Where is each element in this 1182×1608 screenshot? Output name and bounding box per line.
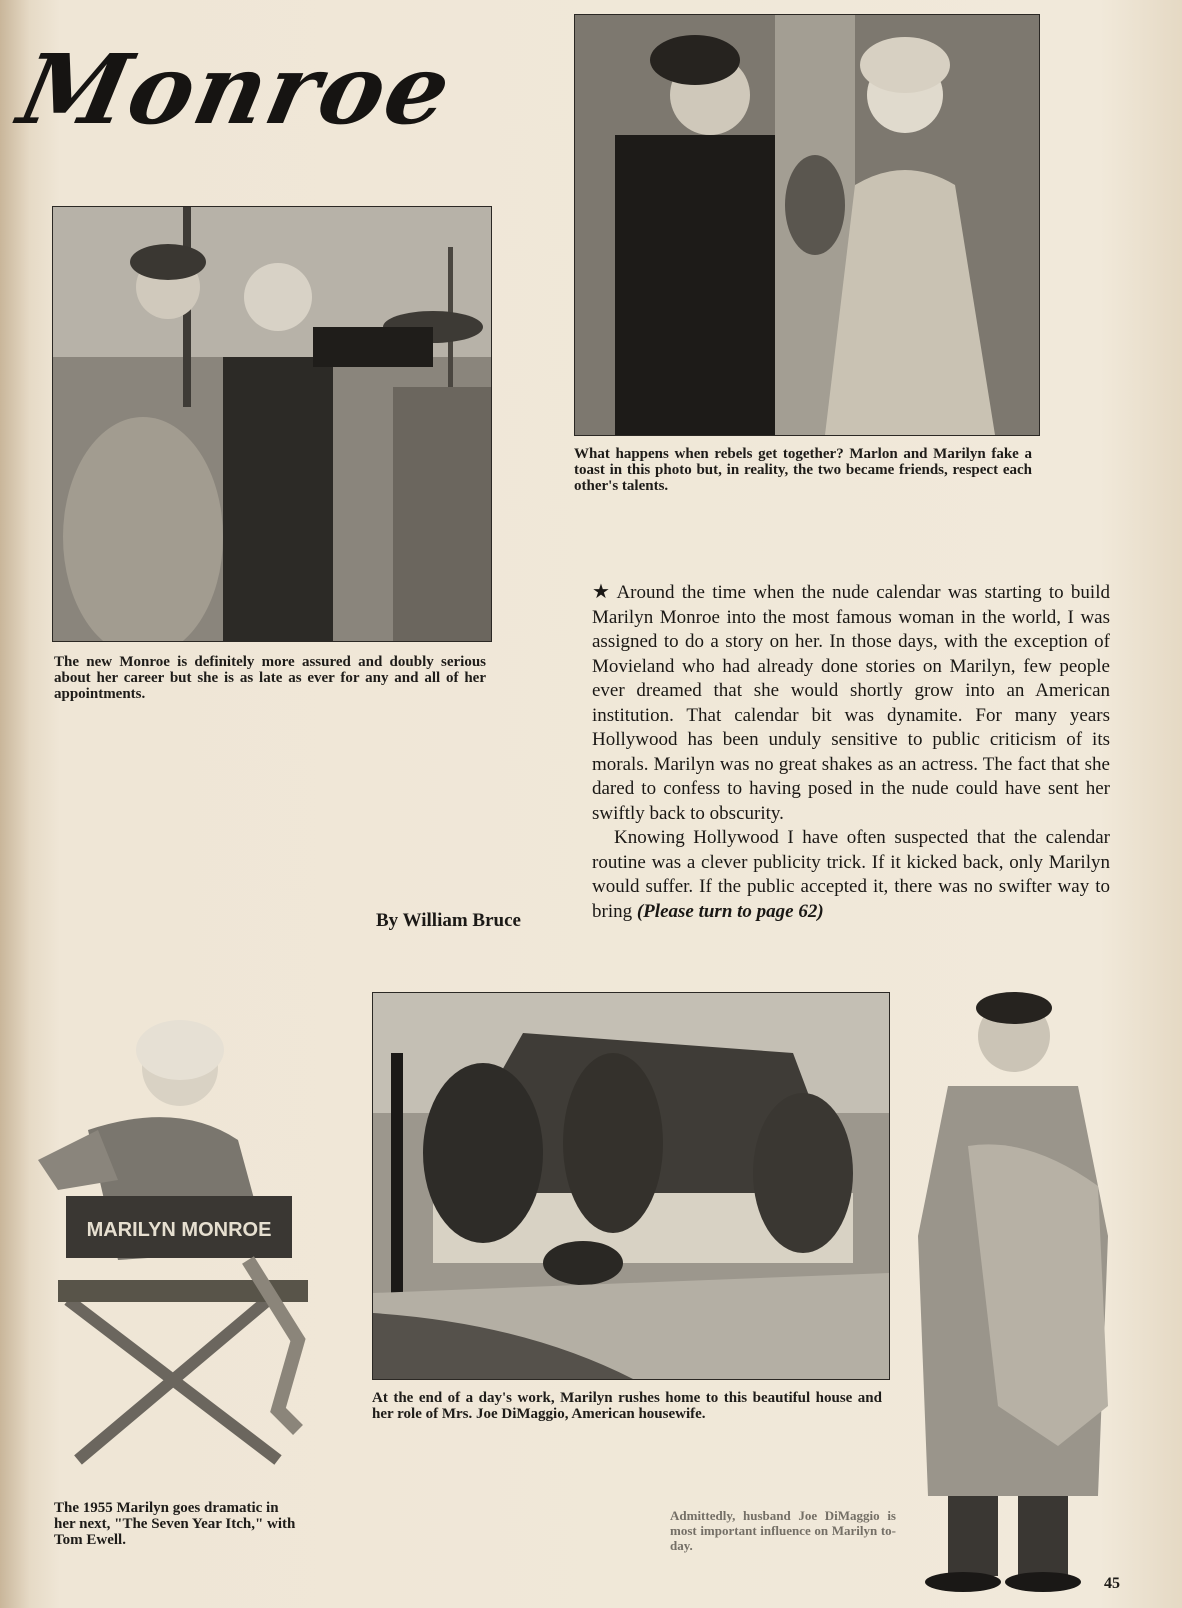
article-paragraph-2: Knowing Hollywood I have often suspected that the calendar routine was a clever publicity trick. If it kicked back, only Marilyn would suffer. If the public accepted it, there was no swifter way to bring (Please turn to page 62) — [592, 827, 1110, 922]
caption-toast-scene: What happens when rebels get together? Marlon and Marilyn fake a toast in this photo but, in reality, the two became friends, respect each other's talents. — [574, 446, 1032, 494]
article-paragraph-1: ★ Around the time when the nude calendar was starting to build Marilyn Monroe into the most famous woman in the world, I was assigned to do a story on her. In those days, with the exception of Movieland who had already done stories on Marilyn, few people ever dreamed that she would shortly grow into an American institution. That calendar bit was dynamite. For many years Hollywood has been unduly sensitive to public criticism of its morals. Marilyn was no great shakes as an actress. The fact that she dared to confess to having posed in the nude could have sent her swiftly back to obscurity. — [592, 581, 1110, 824]
chair-label: MARILYN MONROE — [86, 1219, 272, 1241]
photo-director-scene — [52, 206, 492, 642]
article-title: Monroe — [10, 33, 462, 146]
caption-director-scene: The new Monroe is definitely more assured and doubly serious about her career but she is as late as ever for any and all of her appointments. — [54, 654, 486, 702]
byline: By William Bruce — [376, 910, 521, 931]
caption-house: At the end of a day's work, Marilyn rushes home to this beautiful house and her role of Mrs. Joe DiMaggio, American housewife. — [372, 1390, 882, 1422]
page-number: 45 — [1104, 1575, 1120, 1592]
star-icon: ★ — [592, 581, 613, 603]
caption-chair: The 1955 Marilyn goes dramatic in her next, "The Seven Year Itch," with Tom Ewell. — [54, 1500, 296, 1548]
article-body — [592, 580, 1110, 924]
photo-toast-scene — [574, 14, 1040, 436]
caption-dimaggio: Admittedly, husband Joe DiMaggio is most important influence on Marilyn to-day. — [670, 1508, 896, 1553]
photo-director-chair — [28, 1010, 328, 1490]
photo-joe-dimaggio — [908, 986, 1140, 1592]
continuation-note: (Please turn to page 62) — [636, 900, 824, 922]
photo-house — [372, 992, 890, 1380]
